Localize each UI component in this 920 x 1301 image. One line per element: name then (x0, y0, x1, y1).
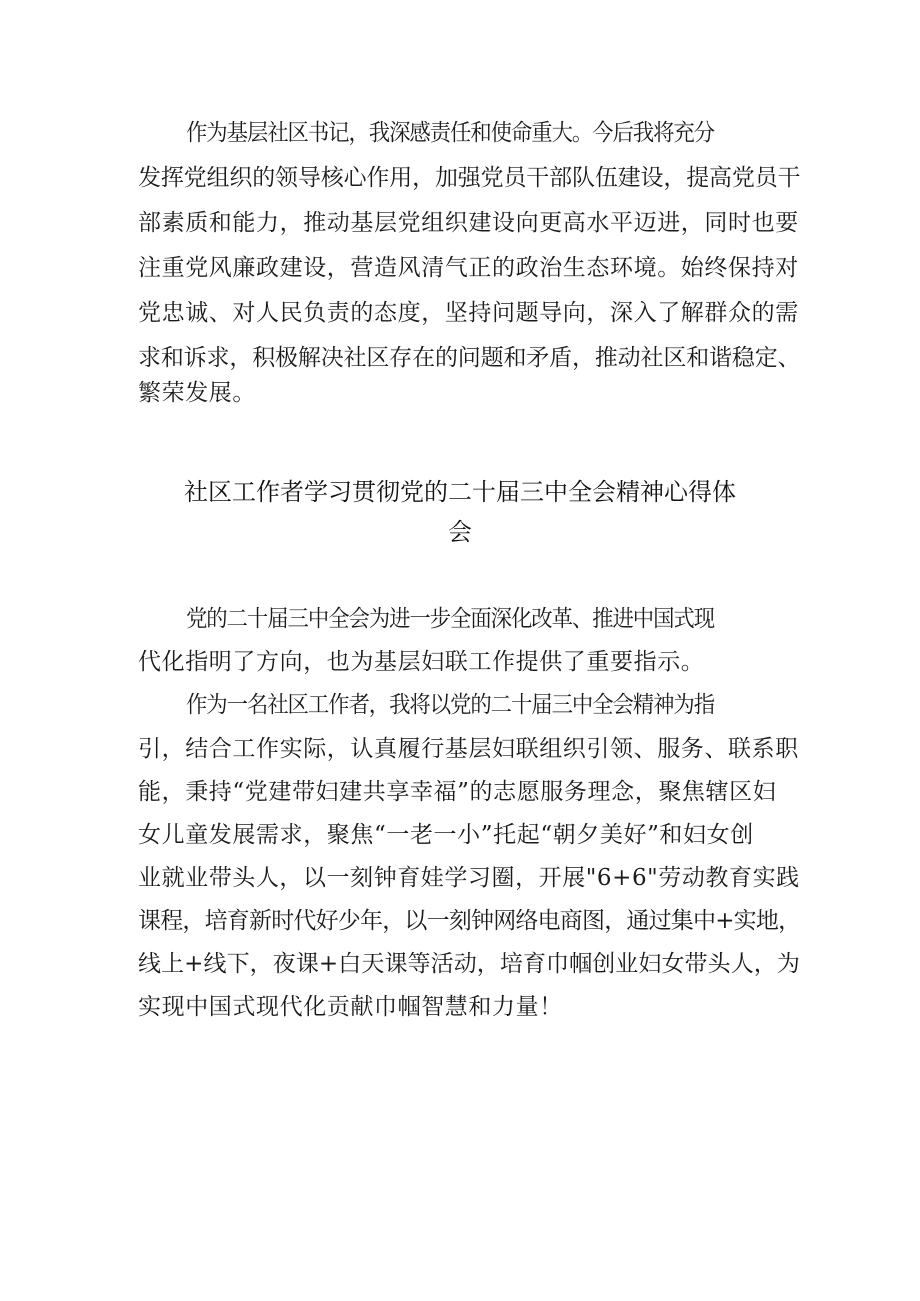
paragraph-line: 发挥党组织的领导核心作用，加强党员干部队伍建设，提高党员干 (138, 165, 801, 191)
title-line-2: 会 (448, 518, 472, 546)
paragraph-line: 部素质和能力，推动基层党组织建设向更高水平迈进，同时也要 (138, 210, 799, 236)
paragraph-line: 求和诉求，积极解决社区存在的问题和矛盾，推动社区和谐稳定、 (138, 345, 801, 371)
paragraph-line: 代化指明了方向，也为基层妇联工作提供了重要指示。 (138, 649, 705, 675)
paragraph-line: 能，秉持“党建带妇建共享幸福”的志愿服务理念，聚焦辖区妇 (138, 779, 777, 805)
title-line-1: 社区工作者学习贯彻党的二十届三中全会精神心得体 (184, 478, 736, 506)
paragraph-line: 课程，培育新时代好少年，以一刻钟网络电商图，通过集中+实地， (138, 908, 801, 934)
paragraph-line: 注重党风廉政建设，营造风清气正的政治生态环境。始终保持对 (138, 255, 799, 281)
paragraph-line: 党的二十届三中全会为进一步全面深化改革、推进中国式现 (186, 606, 715, 632)
paragraph-line: 作为基层社区书记，我深感责任和使命重大。今后我将充分 (186, 120, 715, 146)
paragraph-line: 作为一名社区工作者，我将以党的二十届三中全会精神为指 (186, 692, 715, 718)
paragraph-line: 女儿童发展需求，聚焦“一老一小”托起“朝夕美好”和妇女创 (138, 822, 754, 848)
paragraph-line: 线上+线下，夜课+白天课等活动，培育巾帼创业妇女带头人，为 (138, 951, 800, 977)
paragraph-line: 实现中国式现代化贡献巾帼智慧和力量！ (138, 994, 563, 1020)
paragraph-line: 业就业带头人，以一刻钟育娃学习圈，开展"6+6"劳动教育实践 (138, 865, 800, 891)
paragraph-line: 繁荣发展。 (138, 380, 256, 406)
paragraph-line: 党忠诚、对人民负责的态度，坚持问题导向，深入了解群众的需 (138, 300, 799, 326)
paragraph-line: 引，结合工作实际，认真履行基层妇联组织引领、服务、联系职 (138, 736, 799, 762)
